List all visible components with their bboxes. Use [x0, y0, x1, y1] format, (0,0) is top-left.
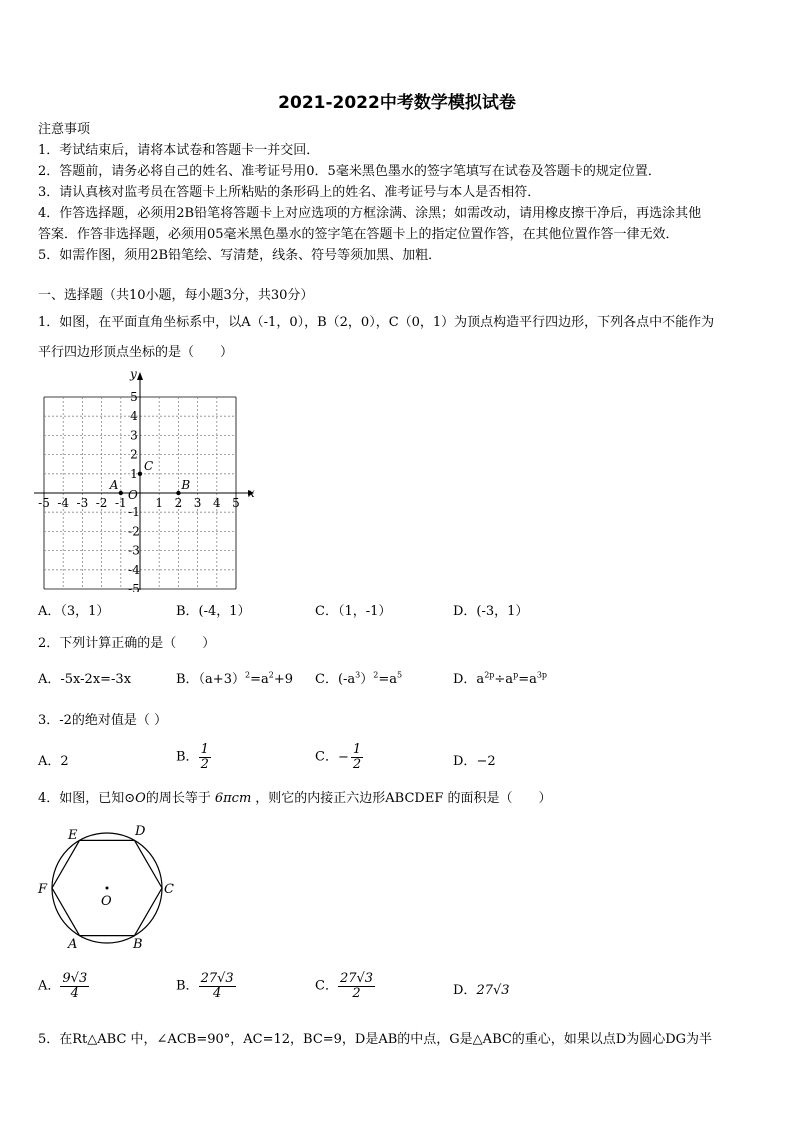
label-b: B	[133, 937, 143, 952]
y-tick-label: -3	[128, 543, 140, 558]
y-tick-label: -1	[128, 505, 140, 520]
q3-stem: 3．-2的绝对值是（ ）	[38, 713, 168, 728]
label-f: F	[38, 882, 48, 897]
coordinate-grid-figure	[34, 366, 264, 592]
y-tick-label: 5	[130, 390, 138, 404]
x-tick-label: 1	[155, 496, 164, 510]
q4-option-d: D．27√3	[453, 983, 510, 998]
origin-label: O	[128, 488, 138, 502]
y-tick-label: -5	[128, 582, 140, 592]
y-tick-label: 1	[130, 466, 138, 481]
section-heading: 一、选择题（共10小题，每小题3分，共30分）	[38, 288, 314, 303]
q1-stem: 1．如图，在平面直角坐标系中，以A（-1，0），B（2，0），C（0，1）为顶点构造平行四边形，下列各点中不能作为	[38, 315, 715, 330]
q2-option-b: B．$(a+3)^2=a^2+9$	[176, 670, 293, 687]
q1-option-a: A．（3，1）	[38, 604, 110, 619]
y-tick-label: -2	[128, 524, 140, 539]
q4-option-b: B． $\frac{27√3}{4}$	[176, 971, 234, 1001]
x-tick-label: 4	[212, 496, 221, 510]
x-tick-label: 5	[232, 496, 240, 510]
y-tick-label: -4	[128, 562, 140, 577]
page-title: 2021-2022中考数学模拟试卷	[278, 93, 516, 113]
q1-option-d: D．(-3，1）	[453, 604, 529, 619]
tick-labels	[38, 390, 240, 592]
label-a: A	[68, 937, 78, 952]
notice-item-2: 2．答题前，请务必将自己的姓名、准考证号用0．5毫米黑色墨水的签字笔填写在试卷及答题卡的规定位置．	[38, 164, 661, 179]
center-point	[106, 887, 109, 890]
point-label-c: C	[144, 458, 154, 473]
y-tick-label: 3	[130, 428, 138, 443]
q3-option-b: B． $\frac{1}{2}$	[176, 742, 209, 772]
point-b	[176, 491, 180, 495]
point-a	[119, 491, 123, 495]
notice-item-4: 4．作答选择题，必须用2B铅笔将答题卡上对应选项的方框涂满、涂黑；如需改动，请用橡皮擦干净后，再选涂其他	[38, 206, 702, 221]
x-tick-label: -3	[76, 496, 89, 510]
point-label-a: A	[109, 478, 119, 492]
q2-option-a: A．-5x-2x=-3x	[38, 672, 132, 687]
q1-option-c: C．（1，-1）	[315, 604, 392, 619]
y-tick-label: 2	[130, 447, 138, 462]
q4-option-a: A． $\frac{9√3}{4}$	[38, 971, 88, 1001]
point-c	[138, 472, 142, 476]
q3-option-c: C．− $\frac{1}{2}$	[315, 742, 362, 772]
x-tick-label: 2	[174, 496, 183, 510]
y-axis-arrow	[137, 372, 143, 380]
q2-stem: 2．下列计算正确的是（ ）	[38, 636, 216, 651]
x-tick-label: -1	[114, 496, 127, 510]
q2-option-d: D．$a^{2p}\div a^p=a^{3p}$	[453, 670, 548, 687]
notice-heading: 注意事项	[38, 122, 91, 137]
label-e: E	[68, 828, 78, 843]
q4-stem: 4．如图，已知⊙O的周长等于 6πcm ，则它的内接正六边形ABCDEF 的面积是（ ）	[38, 791, 552, 806]
y-axis-label: y	[130, 367, 137, 381]
label-d: D	[135, 824, 146, 839]
q3-option-a: A．2	[38, 754, 69, 769]
q1-stem-cont: 平行四边形顶点坐标的是（ ）	[38, 345, 234, 360]
x-axis-label: x	[248, 486, 255, 500]
notice-item-1: 1．考试结束后，请将本试卷和答题卡一并交回．	[38, 143, 320, 158]
q3-option-d: D．−2	[453, 754, 496, 769]
label-c: C	[164, 882, 174, 897]
q5-stem: 5．在Rt△ABC 中，∠ACB=90°，AC=12，BC=9，D是AB的中点，G是△ABC的重心，如果以点D为圆心DG为半	[38, 1032, 713, 1047]
x-tick-label: -4	[57, 496, 70, 510]
q4-option-c: C． $\frac{27√3}{2}$	[315, 971, 374, 1001]
x-tick-label: -5	[38, 496, 50, 510]
q2-option-c: C．$(-a^3)^2=a^5$	[315, 670, 403, 687]
notice-item-5: 5．如需作图，须用2B铅笔绘、写清楚，线条、符号等须加黑、加粗．	[38, 248, 442, 263]
point-label-b: B	[181, 478, 191, 492]
x-tick-label: 3	[193, 496, 202, 510]
label-o: O	[101, 894, 112, 909]
y-tick-label: 4	[130, 409, 138, 424]
notice-item-3: 3．请认真核对监考员在答题卡上所粘贴的条形码上的姓名、准考证号与本人是否相符．	[38, 185, 541, 200]
x-tick-label: -2	[95, 496, 108, 510]
q1-option-b: B．(-4，1）	[176, 604, 251, 619]
notice-item-4-cont: 答案．作答非选择题，必须用05毫米黑色墨水的签字笔在答题卡上的指定位置作答，在其他位置作答一律无效．	[38, 227, 679, 242]
hexagon-circle-figure	[34, 818, 184, 954]
